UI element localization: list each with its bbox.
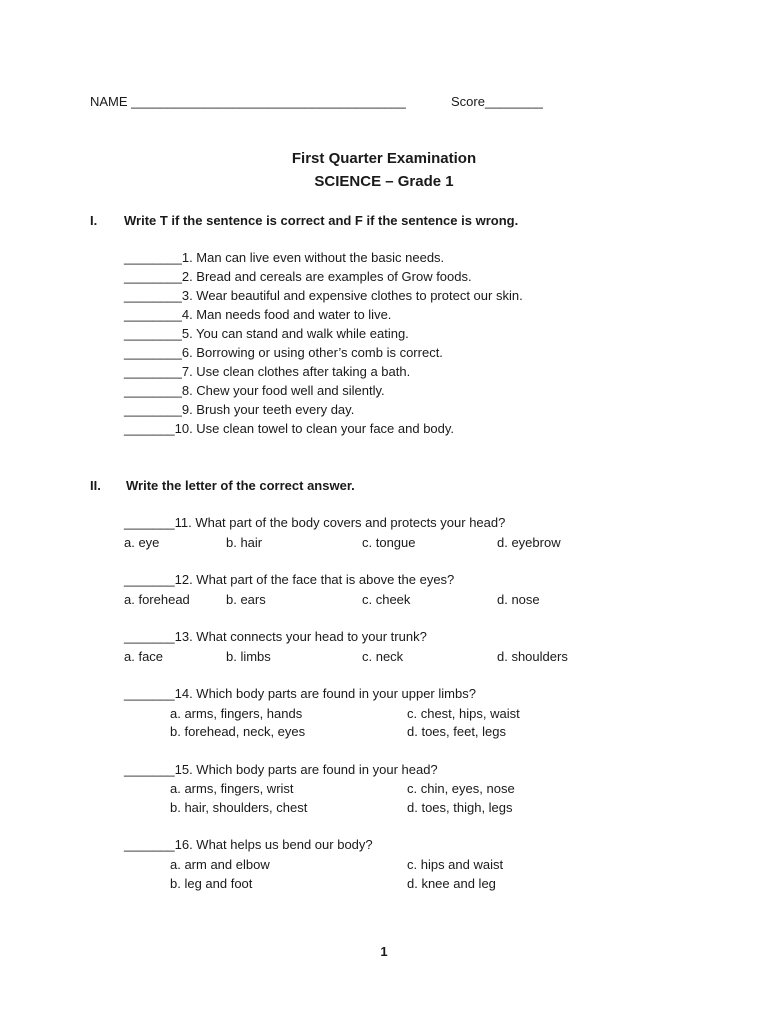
- mc-option: c. chest, hips, waist: [407, 706, 520, 721]
- mc-option: a. eye: [124, 535, 160, 550]
- tf-item-6: ________6. Borrowing or using other’s comb is correct.: [124, 345, 443, 360]
- tf-item-9: ________9. Brush your teeth every day.: [124, 402, 355, 417]
- mc-option: b. ears: [226, 592, 266, 607]
- mc-option: d. toes, thigh, legs: [407, 800, 513, 815]
- mc-option: d. eyebrow: [497, 535, 561, 550]
- tf-item-8: ________8. Chew your food well and silently.: [124, 383, 385, 398]
- page-number: 1: [380, 944, 388, 959]
- tf-item-2: ________2. Bread and cereals are examples of Grow foods.: [124, 269, 472, 284]
- mc-option: a. arms, fingers, wrist: [170, 781, 294, 796]
- exam-title: First Quarter Examination: [291, 150, 477, 167]
- mc-question-12: _______12. What part of the face that is above the eyes?: [124, 572, 455, 587]
- mc-question-16: _______16. What helps us bend our body?: [124, 837, 373, 852]
- section1-number: I.: [90, 213, 98, 228]
- mc-option: d. toes, feet, legs: [407, 724, 507, 739]
- mc-option: d. nose: [497, 592, 540, 607]
- mc-option: b. hair: [226, 535, 263, 550]
- mc-question-11: _______11. What part of the body covers and protects your head?: [124, 515, 506, 530]
- mc-option: d. knee and leg: [407, 876, 496, 891]
- tf-item-10: _______10. Use clean towel to clean your face and body.: [124, 421, 455, 436]
- mc-option: d. shoulders: [497, 649, 568, 664]
- section1-instruction: Write T if the sentence is correct and F if the sentence is wrong.: [124, 213, 519, 228]
- tf-item-4: ________4. Man needs food and water to live.: [124, 307, 392, 322]
- mc-option: c. hips and waist: [407, 857, 504, 872]
- mc-option: c. chin, eyes, nose: [407, 781, 515, 796]
- mc-option: c. neck: [362, 649, 404, 664]
- mc-option: b. limbs: [226, 649, 271, 664]
- mc-question-13: _______13. What connects your head to your trunk?: [124, 629, 427, 644]
- section2-number: II.: [90, 478, 101, 493]
- mc-option: b. hair, shoulders, chest: [170, 800, 308, 815]
- tf-item-7: ________7. Use clean clothes after taking a bath.: [124, 364, 411, 379]
- mc-option: c. cheek: [362, 592, 411, 607]
- tf-item-1: ________1. Man can live even without the basic needs.: [124, 250, 445, 265]
- tf-item-3: ________3. Wear beautiful and expensive clothes to protect our skin.: [124, 288, 523, 303]
- exam-subject: SCIENCE – Grade 1: [314, 173, 454, 190]
- mc-option: a. face: [124, 649, 164, 664]
- mc-question-14: _______14. Which body parts are found in your upper limbs?: [124, 686, 476, 701]
- section2-instruction: Write the letter of the correct answer.: [126, 478, 355, 493]
- mc-option: b. forehead, neck, eyes: [170, 724, 306, 739]
- tf-item-5: ________5. You can stand and walk while eating.: [124, 326, 409, 341]
- score-field-label: Score________: [451, 94, 543, 109]
- mc-option: c. tongue: [362, 535, 416, 550]
- mc-question-15: _______15. Which body parts are found in your head?: [124, 762, 438, 777]
- mc-option: a. arms, fingers, hands: [170, 706, 303, 721]
- mc-option: a. arm and elbow: [170, 857, 270, 872]
- mc-option: b. leg and foot: [170, 876, 253, 891]
- mc-option: a. forehead: [124, 592, 190, 607]
- name-field-label: NAME ______________________________________: [90, 94, 406, 109]
